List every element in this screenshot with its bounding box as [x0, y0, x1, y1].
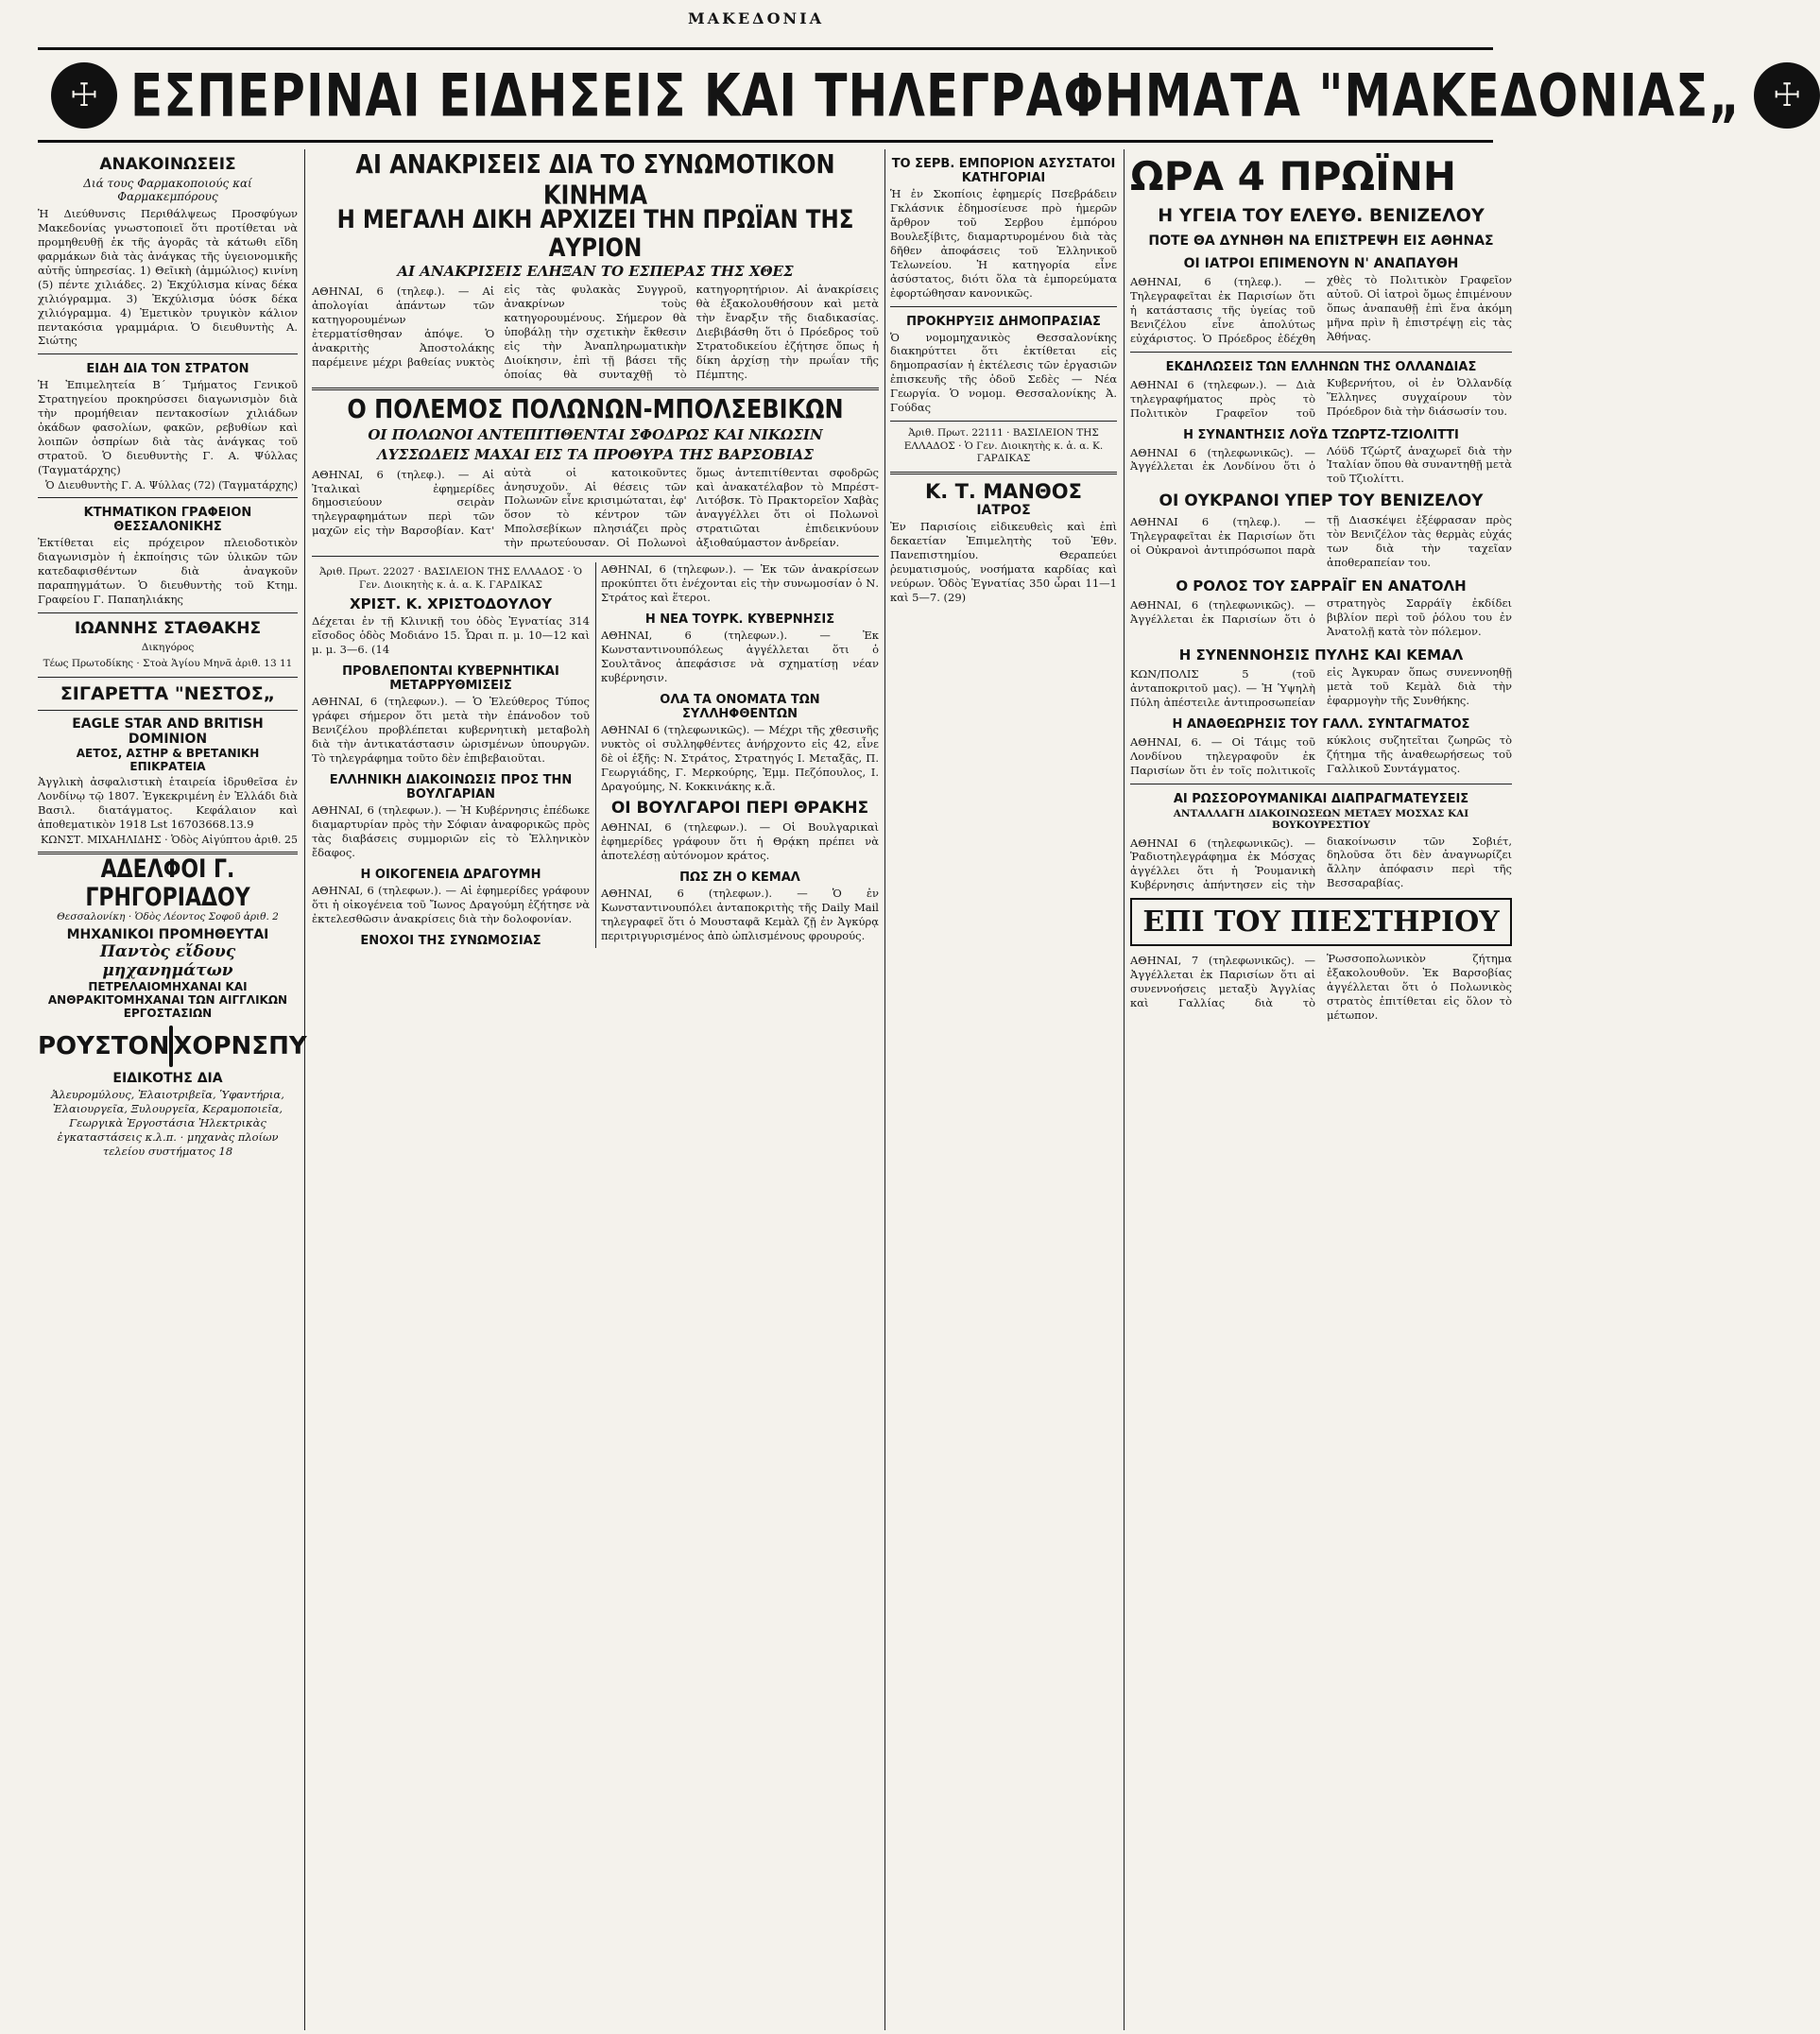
bulgaria-text: ΑΘΗΝΑΙ, 6 (τηλεφων.). — Ἡ Κυβέρνησις ἐπέδωκε διαμαρτυρίαν πρὸς τὴν Σόφιαν ἀναφορικῶς πρὸς τὰς διαβάσεις συμμοριῶν εἰς τὸ Ἑλληνικὸν ἔδαφος. [312, 802, 590, 859]
lloyd-text: ΑΘΗΝΑΙ 6 (τηλεφωνικῶς). — Ἀγγέλλεται ἐκ Λονδίνου ὅτι ὁ Λόϋδ Τζώρτζ ἀναχωρεῖ διὰ τὴν Ἰταλίαν ὅπου θὰ συναντηθῇ μετὰ τοῦ Τζιολίττι. [1130, 443, 1512, 486]
eagle-text: Ἀγγλικὴ ἀσφαλιστικὴ ἑταιρεία ἱδρυθεῖσα ἐν Λονδίνῳ τῷ 1807. Ἐγκεκριμένη ἐν Ἑλλάδι διὰ Βασιλ. διατάγματος. Κεφάλαιον καὶ ἀποθεματικὸν 1918 Lst 16703668.13.9 [38, 774, 298, 831]
seal-icon: ☩ [51, 62, 117, 129]
dragoumis-title: Η ΟΙΚΟΓΕΝΕΙΑ ΔΡΑΓΟΥΜΗ [360, 867, 541, 882]
announce-text: Ἡ Διεύθυνσις Περιθάλψεως Προσφύγων Μακεδονίας γνωστοποιεῖ ὅτι προτίθεται νὰ προμηθευθῇ ἐκ τῆς ἀγορᾶς τὰ κάτωθι εἴδη φαρμάκων διὰ τὰς ἀνάγκας τῆς ὑγειονομικῆς αὐτῆς ὑπηρεσίας. 1) Θεῖικὴ (ἀμμώλιος) κινίνη (5) πέντε χιλιάδες. 2) Ἐκχύλισμα κίνας δέκα χιλιόγραμμα. 3) Ἐκχύλισμα ὑόσκ δέκα χιλιόγραμμα. 4) Ἐμετικὸν τρυγικὸν κάλιον πεντακόσια γραμμάρια. Ὁ διευθυντὴς Α. Σιώτης [38, 207, 298, 348]
inquiry-text: ΑΘΗΝΑΙ, 6 (τηλεφ.). — Αἱ ἀπολογίαι ἁπάντων τῶν κατηγορουμένων ἐτερματίσθησαν ἀπόψε. Ὁ ἀνακριτὴς Ἀποστολάκης παρέμεινε μέχρι βαθείας νυκτὸς εἰς τὰς φυλακὰς Συγγροῦ, ἀνακρίνων τοὺς κατηγορουμένους. Σήμερον θὰ ὑποβάλῃ τὴν σχετικὴν ἔκθεσιν εἰς τὴν Ἀναπληρωματικὴν Διοίκησιν, ἐπὶ τῇ βάσει τῆς ὁποίας θὰ συνταχθῇ τὸ κατηγορητήριον. Αἱ ἀνακρίσεις θὰ ἐξακολουθήσουν καὶ μετὰ τὴν ἔναρξιν τῆς διαδικασίας. Διεβιβάσθη ὅτι ὁ Πρόεδρος τοῦ Στρατοδικείου ἐζήτησε ὅπως ἡ δίκη ἀρχίσῃ τὴν πρωΐαν τῆς Πέμπτης. [312, 283, 879, 381]
rouston-text: Ἀλευρομύλους, Ἐλαιοτριβεῖα, Ὑφαντήρια, Ἐλαιουργεῖα, Ξυλουργεῖα, Κεραμοποιεῖα, Γεωργικὰ Ἐργοστάσια Ἠλεκτρικὰς ἐγκαταστάσεις κ.λ.π. · μηχανὰς πλοίων τελείου συστήματος 18 [51, 1088, 284, 1159]
inquiry-headline: Η ΜΕΓΑΛΗ ΔΙΚΗ ΑΡΧΙΖΕΙ ΤΗΝ ΠΡΩΪΑΝ ΤΗΣ ΑΥΡΙΟΝ [336, 206, 854, 263]
column-rule [304, 149, 305, 2030]
banner [38, 47, 1802, 143]
stamp-notice: Ἀριθ. Πρωτ. 22111 · ΒΑΣΙΛΕΙΟΝ ΤΗΣ ΕΛΛΑΔΟΣ · Ὁ Γεν. Διοικητὴς κ. ἁ. α. Κ. ΓΑΡΔΙΚΑΣ [903, 427, 1104, 465]
health-subtitle: ΠΟΤΕ ΘΑ ΔΥΝΗΘΗ ΝΑ ΕΠΙΣΤΡΕΨΗ ΕΙΣ ΑΘΗΝΑΣ [1148, 233, 1494, 249]
govt-title: ΠΡΟΒΛΕΠΟΝΤΑΙ ΚΥΒΕΡΝΗΤΙΚΑΙ ΜΕΤΑΡΡΥΘΜΙΣΕΙΣ [342, 664, 559, 694]
army-title: ΕΙΔΗ ΔΙΑ ΤΟΝ ΣΤΡΑΤΟΝ [86, 362, 249, 377]
dutch-text: ΑΘΗΝΑΙ 6 (τηλεφων.). — Διὰ τηλεγραφήματος πρὸς τὸ Πολιτικὸν Γραφεῖον τοῦ Κυβερνήτου, οἱ ἐν Ὀλλανδίᾳ Ἕλληνες συγχαίρουν τὸν Πρόεδρον διὰ τὴν διάσωσίν του. [1130, 375, 1512, 420]
thrace-title: ΟΙ ΒΟΥΛΓΑΡΟΙ ΠΕΡΙ ΘΡΑΚΗΣ [610, 799, 869, 819]
seal-icon: ☩ [1754, 62, 1820, 129]
brothers-line: ΜΗΧΑΝΙΚΟΙ ΠΡΟΜΗΘΕΥΤΑΙ [66, 927, 269, 943]
eagle-title: EAGLE STAR AND BRITISH DOMINION [72, 715, 264, 747]
ukraine-title: ΟΙ ΟΥΚΡΑΝΟΙ ΥΠΕΡ ΤΟΥ ΒΕΝΙΖΕΛΟΥ [1159, 491, 1484, 511]
column-rule [884, 149, 885, 2030]
proclamation-text: Ὁ νομομηχανικὸς Θεσσαλονίκης διακηρύττει ὅτι ἐκτίθεται εἰς δημοπρασίαν ἡ ἐκτέλεσις τῶν ἐργασιῶν ἐπισκευῆς τῆς ὁδοῦ Σεδὲς — Νέα Γεωργία. Ὁ νομομ. Θεσσαλονίκης Ἀ. Γούδας [890, 330, 1117, 415]
army-signature: Ὁ Διευθυντὴς Γ. Α. Ψύλλας (72) (Ταγματάρχης) [45, 478, 298, 491]
govt-text: ΑΘΗΝΑΙ, 6 (τηλεφων.). — Ὁ Ἐλεύθερος Τύπος γράφει σήμερον ὅτι μετὰ τὴν ἐπάνοδον τοῦ Βενιζέλου προβλέπεται κυβερνητικὴ μεταβολὴ διὰ τὴν ἀντικατάστασιν ὡρισμένων ὑπουργῶν. Τὸ τηλεγράφημα τοῦτο δὲν ἐπιβεβαιοῦται. [312, 695, 590, 766]
announce-subtitle: Διά τους Φαρμακοποιούς καί Φαρμακεμπόρους [83, 177, 252, 203]
press-text: ΑΘΗΝΑΙ, 7 (τηλεφωνικῶς). — Ἀγγέλλεται ἐκ Παρισίων ὅτι αἱ συνεννοήσεις μεταξὺ Ἀγγλίας καὶ Γαλλίας διὰ τὸ Ῥωσσοπολωνικὸν ζήτημα ἐξακολουθοῦν. Ἐκ Βαρσοβίας ἀγγέλλεται ὅτι ὁ Πολωνικὸς στρατὸς ἐπιτίθεται εἰς ὅλον τὸ μέτωπον. [1130, 952, 1512, 1022]
kemal-text: ΚΩΝ/ΠΟΛΙΣ 5 (τοῦ ἀνταποκριτοῦ μας). — Ἡ Ὑψηλὴ Πύλη ἀπέστειλε ἀντιπροσωπείαν εἰς Ἀγκυραν ὅπως συνεννοηθῇ μετὰ τοῦ Κεμὰλ διὰ τὴν ἐφαρμογὴν τῆς Συνθήκης. [1130, 664, 1512, 709]
brothers-line: ΠΕΤΡΕΛΑΙΟΜΗΧΑΝΑΙ ΚΑΙ ΑΝΘΡΑΚΙΤΟΜΗΧΑΝΑΙ ΤΩΝ ΑΙΓΓΛΙΚΩΝ ΕΡΓΟΣΤΑΣΙΩΝ [47, 980, 288, 1021]
rouston-left: ΡΟΥΣΤΟΝ [38, 1032, 170, 1061]
romania-text: ΑΘΗΝΑΙ 6 (τηλεφωνικῶς). — Ῥαδιοτηλεγράφημα ἐκ Μόσχας ἀγγέλλει ὅτι ἡ Ῥουμανικὴ Κυβέρνησις ἀπήντησεν εἰς τὴν διακοίνωσιν τῶν Σοβιέτ, δηλοῦσα ὅτι δὲν ἀναγνωρίζει ἄλλην ἀπόφασιν περὶ τῆς Βεσσαραβίας. [1130, 834, 1512, 892]
serb-title: ΤΟ ΣΕΡΒ. ΕΜΠΟΡΙΟΝ ΑΣΥΣΤΑΤΟΙ ΚΑΤΗΓΟΡΙΑΙ [891, 157, 1116, 185]
names-title: ΟΛΑ ΤΑ ΟΝΟΜΑΤΑ ΤΩΝ ΣΥΛΛΗΦΘΕΝΤΩΝ [660, 692, 820, 721]
press-title: ΕΠΙ ΤΟΥ ΠΙΕΣΤΗΡΙΟΥ [1142, 905, 1500, 939]
masthead: ΜΑΚΕΔΟΝΙΑ [687, 9, 825, 27]
doctor-name: Κ. Τ. ΜΑΝΘΟΣ [925, 480, 1082, 504]
rouston-specialty: ΕΙΔΙΚΟΤΗΣ ΔΙΑ [112, 1071, 223, 1087]
brothers-address: Θεσσαλονίκη · Ὁδὸς Λέοντος Σοφοῦ ἀριθ. 2 [57, 910, 279, 922]
health-title: Η ΥΓΕΙΑ ΤΟΥ ΕΛΕΥΘ. ΒΕΝΙΖΕΛΟΥ [1158, 205, 1485, 226]
kemal-title: Η ΣΥΝΕΝΝΟΗΣΙΣ ΠΥΛΗΣ ΚΑΙ ΚΕΜΑΛ [1178, 646, 1464, 664]
stamp-notice: Ἀριθ. Πρωτ. 22027 · ΒΑΣΙΛΕΙΟΝ ΤΗΣ ΕΛΛΑΔΟΣ · Ὁ Γεν. Διοικητὴς κ. ἁ. α. Κ. ΓΑΡΔΙΚΑΣ [318, 566, 583, 591]
lawyer-name: ΙΩΑΝΝΗΣ ΣΤΑΘΑΚΗΣ [74, 618, 262, 638]
doctor-text: Δέχεται ἐν τῇ Κλινικῇ του ὁδὸς Ἐγνατίας 314 εἴσοδος ὁδὸς Μοδιάνο 15. Ὧραι π. μ. 10—12 καὶ μ. μ. 3—6. (14 [312, 614, 590, 657]
cadastre-title: ΚΤΗΜΑΤΙΚΟΝ ΓΡΑΦΕΙΟΝ ΘΕΣΣΑΛΟΝΙΚΗΣ [83, 505, 252, 534]
lawyer-role: Δικηγόρος [141, 641, 195, 653]
inquiry-subtitle: ΑΙ ΑΝΑΚΡΙΣΕΙΣ ΕΛΗΞΑΝ ΤΟ ΕΣΠΕΡΑΣ ΤΗΣ ΧΘΕΣ [397, 263, 794, 280]
war-subtitle: ΟΙ ΠΟΛΩΝΟΙ ΑΝΤΕΠΙΤΙΘΕΝΤΑΙ ΣΦΟΔΡΩΣ ΚΑΙ ΝΙΚΩΣΙΝ [368, 425, 823, 443]
column-1 [38, 149, 307, 2030]
eagle-agent: ΚΩΝΣΤ. ΜΙΧΑΗΛΙΔΗΣ · Ὁδὸς Αἰγύπτου ἀριθ. 25 [41, 833, 298, 846]
sarrail-title: Ο ΡΟΛΟΣ ΤΟΥ ΣΑΡΡΑΪΓ ΕΝ ΑΝΑΤΟΛΗ [1176, 577, 1467, 595]
column-4 [1130, 149, 1512, 2030]
thrace-text: ΑΘΗΝΑΙ, 6 (τηλεφων.). — Οἱ Βουλγαρικαὶ ἐφημερίδες γράφουν ὅτι ἡ Θρᾴκη πρέπει νὰ ἀποτελέσῃ αὐτόνομον κράτος. [601, 820, 879, 863]
bulgaria-title: ΕΛΛΗΝΙΚΗ ΔΙΑΚΟΙΝΩΣΙΣ ΠΡΟΣ ΤΗΝ ΒΟΥΛΓΑΡΙΑΝ [329, 772, 573, 802]
health-subtitle: ΟΙ ΙΑΤΡΟΙ ΕΠΙΜΕΝΟΥΝ Ν' ΑΝΑΠΑΥΘΗ [1183, 256, 1459, 271]
column-2 [312, 149, 879, 2030]
war-title: Ο ΠΟΛΕΜΟΣ ΠΟΛΩΝΩΝ-ΜΠΟΛΣΕΒΙΚΩΝ [347, 393, 844, 424]
accomplices-title: ΕΝΟΧΟΙ ΤΗΣ ΣΥΝΩΜΟΣΙΑΣ [360, 933, 541, 948]
sarrail-text: ΑΘΗΝΑΙ, 6 (τηλεφωνικῶς). — Ἀγγέλλεται ἐκ Παρισίων ὅτι ὁ στρατηγὸς Σαρράϊγ ἐκδίδει βιβλίον περὶ τοῦ ῥόλου του ἐν Ἀνατολῇ κατὰ τὸν πόλεμον. [1130, 596, 1512, 638]
turk-title: Η ΝΕΑ ΤΟΥΡΚ. ΚΥΒΕΡΝΗΣΙΣ [644, 612, 835, 627]
names-text: ΑΘΗΝΑΙ 6 (τηλεφωνικῶς). — Μέχρι τῆς χθεσινῆς νυκτὸς οἱ συλληφθέντες ἀνήρχοντο εἰς 42, εἶνε δὲ οἱ ἑξῆς: Ν. Στράτος, Στρατηγός Ι. Μεταξᾶς, Π. Γεωργιάδης, Γ. Μερκούρης, Ἐμμ. Πεζόπουλος, Ι. Δραγούμης, Ν. Κοκκινάκης κ.ἄ. [601, 722, 879, 793]
cadastre-text: Ἐκτίθεται εἰς πρόχειρον πλειοδοτικὸν διαγωνισμὸν ἡ ἐκποίησις τῶν ὑλικῶν τῶν κατεδαφισθέντων διὰ ἀναγκοῦν παραπηγμάτων. Ὁ διευθυντὴς τοῦ Κτημ. Γραφείου Γ. Παπαηλιάκης [38, 535, 298, 606]
proclamation-title: ΠΡΟΚΗΡΥΞΙΣ ΔΗΜΟΠΡΑΣΙΑΣ [906, 314, 1101, 329]
dutch-title: ΕΚΔΗΛΩΣΕΙΣ ΤΩΝ ΕΛΛΗΝΩΝ ΤΗΣ ΟΛΛΑΝΔΙΑΣ [1165, 359, 1477, 374]
column-3 [890, 149, 1117, 2030]
romania-subtitle: ΑΝΤΑΛΛΑΓΗ ΔΙΑΚΟΙΝΩΣΕΩΝ ΜΕΤΑΞΥ ΜΟΣΧΑΣ ΚΑΙ ΒΟΥΚΟΥΡΕΣΤΙΟΥ [1173, 807, 1469, 831]
gaul-title: Η ΑΝΑΘΕΩΡΗΣΙΣ ΤΟΥ ΓΑΛΛ. ΣΥΝΤΑΓΜΑΤΟΣ [1172, 716, 1470, 732]
time-label: ΩΡΑ 4 ΠΡΩΪΝΗ [1130, 153, 1457, 199]
ukraine-text: ΑΘΗΝΑΙ 6 (τηλεφ.). — Τηλεγραφεῖται ἐκ Παρισίων ὅτι οἱ Οὐκρανοὶ ἀντιπρόσωποι παρὰ τῇ Διασκέψει ἐξέφρασαν πρὸς τὸν Βενιζέλον τὰς θερμὰς εὐχάς των διὰ τὴν ταχεῖαν ἀποθεραπείαν του. [1130, 513, 1512, 570]
lawyer-address: Τέως Πρωτοδίκης · Στοὰ Ἁγίου Μηνᾶ ἀριθ. 13 11 [43, 658, 293, 670]
health-text: ΑΘΗΝΑΙ, 6 (τηλεφ.). — Τηλεγραφεῖται ἐκ Παρισίων ὅτι ἡ κατάστασις τῆς ὑγείας τοῦ Βενιζέλου εἶνε ἀπολύτως εὐχάριστος. Ὁ Πρόεδρος ἐδέχθη χθὲς τὸ Πολιτικὸν Γραφεῖον αὐτοῦ. Οἱ ἰατροὶ ὅμως ἐπιμένουν ὅπως ἀναπαυθῇ ἐπὶ ἕνα ἀκόμη μῆνα πρὶν ἢ ἐπιστρέψῃ εἰς τὰς Ἀθήνας. [1130, 273, 1512, 345]
romania-title: ΑΙ ΡΩΣΣΟΡΟΥΜΑΝΙΚΑΙ ΔΙΑΠΡΑΓΜΑΤΕΥΣΕΙΣ [1173, 791, 1469, 806]
banner-title: ΕΣΠΕΡΙΝΑΙ ΕΙΔΗΣΕΙΣ ΚΑΙ ΤΗΛΕΓΡΑΦΗΜΑΤΑ "ΜΑΚΕΔΟΝΙΑΣ„ [130, 60, 1742, 129]
rouston-ad [38, 1026, 307, 1067]
cigarette-ad: ΣΙΓΑΡΕΤΤΑ "ΝΕΣΤΟΣ„ [60, 682, 276, 704]
announce-title: ΑΝΑΚΟΙΝΩΣΕΙΣ [99, 155, 236, 174]
war-text: ΑΘΗΝΑΙ, 6 (τηλεφ.). — Αἱ Ἰταλικαὶ ἐφημερίδες δημοσιεύουν σειρὰν τηλεγραφημάτων περὶ τῶν μαχῶν εἰς τὴν Βαρσοβίαν. Κατ' αὐτὰ οἱ κατοικοῦντες ἀνησυχοῦν. Αἱ θέσεις τῶν Πολωνῶν εἶνε κρισιμώταται, ἐφ' ὅσον τὸ κέντρον τῶν Μπολσεβίκων πλησιάζει πρὸς τὴν πρωτεύουσαν. Οἱ Πολωνοὶ ὅμως ἀντεπιτίθενται σφοδρῶς καὶ ἀνακατέλαβον τὸ Μπρέστ-Λιτόβσκ. Τὸ Πρακτορεῖον Χαβὰς ἀναγγέλλει ὅτι οἱ Πολωνοὶ στρατιῶται ἐπιδεικνύουν ἀξιοθαύμαστον ἀνδρείαν. [312, 465, 879, 550]
lloyd-title: Η ΣΥΝΑΝΤΗΣΙΣ ΛΟΫΔ ΤΖΩΡΤΖ-ΤΖΙΟΛΙΤΤΙ [1183, 427, 1459, 442]
serb-text: Ἡ ἐν Σκοπίοις ἐφημερίς Πσεβράδειν Γκλάσνικ ἐδημοσίευσε πρὸ ἡμερῶν ἄρθρον τοῦ Σερβου ἐμπόρου Βουλεξίβιτς, διαμαρτυρομένου διὰ τὰς δῆθεν ἀποφάσεις τοῦ Ἑλληνικοῦ Τελωνείου. Ἡ κατηγορία εἶνε ἀσύστατος, διότι ὅλα τὰ ἐμπορεύματα ἐφορτώθησαν κανονικῶς. [890, 187, 1117, 300]
kemal-text: ΑΘΗΝΑΙ, 6 (τηλεφων.). — Ὁ ἐν Κωνσταντινουπόλει ἀνταποκριτὴς τῆς Daily Mail τηλεγραφεῖ ὅτι ὁ Μουσταφᾶ Κεμὰλ ζῇ ἐν Ἀγκύρᾳ περιτριγυρισμένος ἀπὸ ὠπλισμένους φρουρούς. [601, 887, 879, 943]
doctor-name: ΧΡΙΣΤ. Κ. ΧΡΙΣΤΟΔΟΥΛΟΥ [350, 595, 552, 613]
doctor-role: ΙΑΤΡΟΣ [976, 503, 1031, 519]
brothers-title: ΑΔΕΛΦΟΙ Γ. ΓΡΗΓΟΡΙΑΔΟΥ [85, 854, 250, 912]
doctor-text: Ἐν Παρισίοις εἰδικευθεὶς καὶ ἐπὶ δεκαετίαν Ἐπιμελητὴς τοῦ Ἐθν. Πανεπιστημίου. Θεραπεύει ῥευματισμούς, νοσήματα καρδίας καὶ νεύρων. Ὁδὸς Ἐγνατίας 350 ὧραι 11—1 καὶ 5—7. (29) [890, 520, 1117, 604]
war-subtitle: ΛΥΣΣΩΔΕΙΣ ΜΑΧΑΙ ΕΙΣ ΤΑ ΠΡΟΘΥΡΑ ΤΗΣ ΒΑΡΣΟΒΙΑΣ [377, 445, 814, 463]
turk-text: ΑΘΗΝΑΙ, 6 (τηλεφων.). — Ἐκ Κωνσταντινουπόλεως ἀγγέλλεται ὅτι ὁ Σουλτᾶνος ἀπεφάσισε νὰ σχηματίσῃ νέαν κυβέρνησιν. [601, 629, 879, 684]
gaul-text: ΑΘΗΝΑΙ, 6. — Οἱ Τάιμς τοῦ Λονδίνου τηλεγραφοῦν ἐκ Παρισίων ὅτι ἐν τοῖς πολιτικοῖς κύκλοις συζητεῖται ζωηρῶς τὸ ζήτημα τῆς ἀναθεωρήσεως τοῦ Γαλλικοῦ Συντάγματος. [1130, 733, 1512, 777]
column-rule [1124, 149, 1125, 2030]
rouston-right: ΧΟΡΝΣΠΥ [173, 1032, 307, 1061]
brothers-line: Παντὸς εἴδους μηχανημάτων [99, 942, 236, 981]
army-text: Ἡ Ἐπιμελητεία Β΄ Τμήματος Γενικοῦ Στρατηγείου προκηρύσσει διαγωνισμὸν διὰ τὴν προμήθειαν πεντακοσίων χιλιάδων ὀκάδων φασολίων, φακῶν, ρεβυθίων καὶ λοιπῶν ὀσπρίων διὰ τὰς ἀνάγκας τοῦ στρατοῦ. Ὁ διευθυντὴς Γ. Α. Ψύλλας (Ταγματάρχης) [38, 378, 298, 476]
eagle-subtitle: ΑΕΤΟΣ, ΑΣΤΗΡ & ΒΡΕΤΑΝΙΚΗ ΕΠΙΚΡΑΤΕΙΑ [76, 746, 260, 773]
inquiry-title: ΑΙ ΑΝΑΚΡΙΣΕΙΣ ΔΙΑ ΤΟ ΣΥΝΩΜΟΤΙΚΟΝ ΚΙΝΗΜΑ [355, 148, 835, 211]
kemal-title: ΠΩΣ ΖΗ Ο ΚΕΜΑΛ [679, 870, 800, 886]
dragoumis-text: ΑΘΗΝΑΙ, 6 (τηλεφων.). — Αἱ ἐφημερίδες γράφουν ὅτι ἡ οἰκογένεια τοῦ Ἴωνος Δραγούμη ἐζήτησε νὰ ἐκτελεσθῶσιν ἀνακρίσεις διὰ τὴν δολοφονίαν. [312, 883, 590, 925]
accomplices-text: ΑΘΗΝΑΙ, 6 (τηλεφων.). — Ἐκ τῶν ἀνακρίσεων προκύπτει ὅτι ἐνέχονται εἰς τὴν συνωμοσίαν ὁ Ν. Στράτος καὶ ἕτεροι. [601, 562, 879, 605]
